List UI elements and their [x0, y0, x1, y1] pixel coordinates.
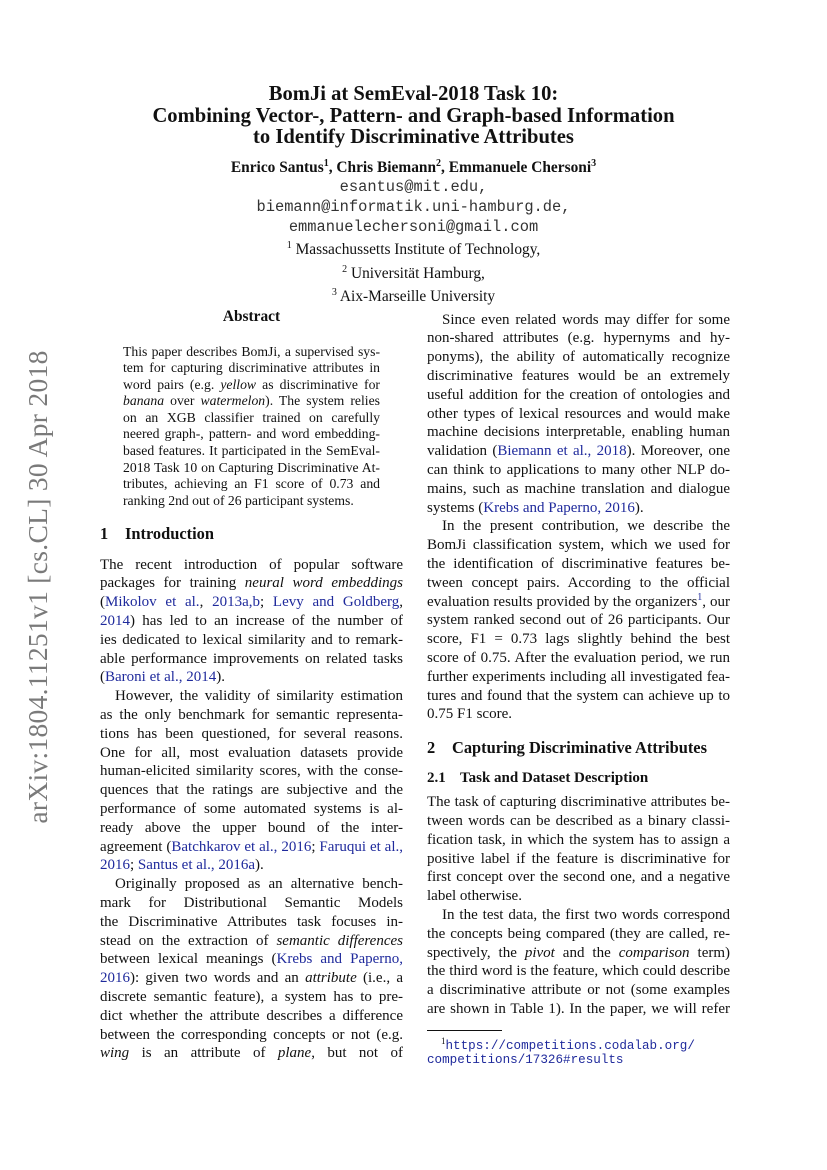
text-run: (: [100, 594, 105, 611]
citation-link[interactable]: Krebs and Paperno, 2016: [483, 499, 635, 516]
emphasis-text: wing: [100, 1045, 130, 1062]
text-run: mark for Distributional Semantic Models: [100, 894, 403, 911]
text-line: [123, 443, 380, 460]
author-affiliation-mark: 3: [591, 158, 597, 169]
footnote-rule: [427, 1030, 502, 1031]
text-line: [100, 1026, 403, 1045]
text-line: [427, 944, 730, 963]
section-title: Introduction: [125, 524, 214, 543]
text-run: ;: [130, 857, 138, 874]
text-run: non-shared attributes (e.g. hypernyms and hy-: [427, 330, 730, 347]
math-expression: 0.75: [427, 706, 454, 723]
text-run: . After the evaluation period, we run: [506, 649, 730, 666]
title-line: BomJi at SemEval-2018 Task 10:: [268, 83, 559, 105]
footnote-url[interactable]: https://competitions.codalab.org/: [445, 1039, 695, 1054]
text-line: [427, 311, 730, 330]
text-run: can think to applications to many other NLP do-: [427, 461, 730, 478]
text-run: tributes, achieving an F1 score of: [123, 476, 330, 492]
text-run: first concept over the second one, and a negative: [427, 869, 730, 886]
text-line: [100, 819, 403, 838]
text-run: However, the validity of similarity estimation: [115, 688, 403, 705]
text-line: [427, 687, 730, 706]
text-run: 2018 Task 10 on Capturing Discriminative At-: [123, 459, 380, 475]
text-run: fication task, in which the system has to assign a: [427, 831, 730, 848]
citation-link[interactable]: 2016: [100, 857, 130, 874]
text-run: system ranked second out of 26 participants. Our: [427, 612, 730, 629]
text-line: [427, 536, 730, 555]
text-run: The recent introduction of popular software: [100, 556, 403, 573]
emphasis-text: attribute: [305, 970, 357, 987]
text-line: [100, 687, 403, 706]
text-line: [427, 630, 730, 649]
text-run: able performance improvements on related tasks: [100, 650, 403, 667]
text-run: positive label if the feature is discriminative for: [427, 850, 730, 867]
text-line: [427, 517, 730, 536]
text-line: [100, 932, 403, 951]
citation-link[interactable]: Batchkarov et al., 2016: [171, 838, 312, 855]
citation-link[interactable]: Santus et al., 2016a: [137, 857, 255, 874]
text-run: other types of lexical resources and would make: [427, 405, 730, 422]
citation-link[interactable]: Baroni et al., 2014: [105, 669, 217, 686]
left-column-body: [100, 556, 403, 1064]
affiliation-mark: 1: [286, 240, 292, 251]
text-run: ;: [311, 838, 320, 855]
text-run: neered graph-, pattern- and word embedding-: [123, 426, 380, 442]
section-heading-capturing: [427, 738, 707, 758]
text-run: is an attribute of: [129, 1045, 278, 1062]
citation-link[interactable]: 2016: [100, 970, 130, 987]
title-line: to Identify Discriminative Attributes: [253, 126, 574, 148]
text-line: [427, 480, 730, 499]
paper-title: [0, 84, 827, 149]
text-line: [427, 668, 730, 687]
citation-link[interactable]: 2013a,b: [212, 594, 260, 611]
citation-link[interactable]: Biemann et al., 2018: [497, 443, 627, 460]
text-line: [123, 476, 380, 493]
section-number: 1: [100, 524, 109, 543]
section-heading-introduction: [100, 524, 214, 544]
text-line: [100, 1044, 403, 1063]
affiliation-mark: 3: [331, 287, 337, 299]
text-run: tween concept pairs. According to the official: [427, 574, 730, 591]
text-line: [427, 887, 730, 906]
text-line: [123, 393, 380, 410]
text-line: [100, 762, 403, 781]
emphasis-text: yellow: [220, 376, 257, 392]
text-line: [100, 1007, 403, 1026]
math-expression: F1 = 0.73: [470, 631, 538, 648]
text-run: ,: [399, 594, 403, 611]
text-run: as discriminative for: [256, 376, 380, 392]
text-run: validation (: [427, 443, 498, 460]
text-line: [100, 668, 403, 687]
text-run: evaluation results provided by the organizers: [427, 593, 698, 610]
text-run: ,: [199, 594, 213, 611]
text-run: the concepts being compared (they are called, re-: [427, 925, 730, 942]
text-run: ) has led to an increase of the number of: [130, 612, 403, 629]
text-run: human-elicited similarity scores, with the conse-: [100, 763, 403, 780]
text-line: [123, 460, 380, 477]
text-line: [100, 913, 403, 932]
title-line: Combining Vector-, Pattern- and Graph-based Information: [152, 104, 675, 127]
author-emails: [0, 177, 827, 237]
text-line: [100, 631, 403, 650]
text-line: [427, 831, 730, 850]
text-run: , our: [702, 593, 730, 610]
citation-link[interactable]: 2014: [100, 612, 130, 629]
text-run: In the test data, the first two words correspond: [442, 906, 730, 923]
affiliation-name: Massachussetts Institute of Technology,: [295, 241, 541, 259]
text-line: [123, 344, 380, 361]
text-run: on an XGB classifier trained on carefully: [123, 409, 380, 425]
text-run: Originally proposed as an alternative bench-: [115, 876, 403, 893]
text-line: [427, 555, 730, 574]
text-run: ).: [255, 857, 264, 874]
emphasis-text: comparison: [618, 944, 690, 961]
text-run: ). The system relies: [265, 393, 380, 409]
text-line: [427, 705, 730, 724]
text-run: between lexical meanings (: [100, 951, 277, 968]
text-line: [100, 969, 403, 988]
text-run: (i.e., a: [356, 970, 403, 987]
text-line: [427, 574, 730, 593]
text-line: [427, 348, 730, 367]
text-line: [427, 442, 730, 461]
text-run: word pairs (e.g.: [123, 376, 221, 392]
text-line: [427, 593, 730, 612]
text-run: dict whether the attribute describes a difference: [100, 1007, 403, 1024]
text-run: and the: [554, 944, 619, 961]
affiliation: [0, 236, 827, 260]
text-run: tween words can be described as a binary classi-: [427, 812, 730, 829]
text-line: [100, 781, 403, 800]
text-run: over: [164, 393, 201, 409]
text-line: [100, 706, 403, 725]
text-run: ). Moreover, one: [626, 443, 730, 460]
text-line: [100, 875, 403, 894]
text-run: the Discriminative Attributes task focuses in-: [100, 913, 403, 930]
author-name: Emmanuele Chersoni: [448, 159, 592, 177]
text-run: ready above the upper bound of the inter-: [100, 819, 403, 836]
section-number: 2: [427, 738, 436, 757]
text-line: [123, 426, 380, 443]
text-line: [100, 612, 403, 631]
subsection-heading-task: [427, 770, 648, 787]
text-run: based features. It participated in the SemEval-: [123, 443, 380, 459]
author-list: [0, 158, 827, 177]
text-run: The task of capturing discriminative attributes be-: [427, 794, 730, 811]
text-line: [427, 499, 730, 518]
abstract-heading: Abstract: [222, 308, 281, 325]
text-run: (: [100, 669, 105, 686]
text-run: the third word is the feature, which could describe: [427, 963, 730, 980]
email[interactable]: biemann@informatik.uni-hamburg.de,: [256, 198, 571, 216]
text-line: [427, 793, 730, 812]
emphasis-text: banana: [123, 393, 165, 409]
author-separator: ,: [328, 159, 337, 177]
text-line: [427, 906, 730, 925]
text-line: [427, 981, 730, 1000]
text-run: lags slightly behind the best: [537, 631, 730, 648]
text-run: machine decisions interpretable, enabling human: [427, 424, 730, 441]
text-line: [427, 423, 730, 442]
text-run: One for all, most evaluation datasets provide: [100, 744, 403, 761]
text-run: quences that the ratings are subjective and the: [100, 782, 403, 799]
text-run: term): [697, 944, 730, 961]
text-run: the identification of discriminative features be-: [427, 555, 730, 572]
footnote-url[interactable]: competitions/17326#results: [427, 1053, 624, 1068]
text-run: discriminative features would be an extremely: [427, 367, 730, 384]
affiliation-mark: 2: [342, 263, 348, 275]
text-run: ies dedicated to lexical similarity and to remark-: [100, 631, 403, 648]
text-run: spectively, the: [427, 944, 525, 961]
text-run: as the only benchmark for semantic representa-: [100, 706, 403, 723]
text-line: [100, 650, 403, 669]
text-line: [427, 611, 730, 630]
text-line: [427, 925, 730, 944]
text-run: useful addition for the creation of ontologies and: [427, 386, 730, 403]
text-line: [427, 461, 730, 480]
email[interactable]: esantus@mit.edu,: [339, 178, 488, 196]
text-line: [427, 1000, 730, 1019]
text-run: BomJi classification system, which we used for: [427, 537, 730, 554]
text-run: In the present contribution, we describe the: [442, 518, 730, 535]
text-run: between the corresponding concepts or not (e.g.: [100, 1026, 403, 1043]
section-title: Capturing Discriminative Attributes: [452, 738, 707, 757]
text-line: [100, 744, 403, 763]
text-line: [427, 329, 730, 348]
affiliation-name: Aix-Marseille University: [339, 288, 496, 306]
text-run: Since even related words may differ for some: [442, 311, 730, 328]
text-run: ;: [259, 594, 273, 611]
text-run: , but not of: [311, 1045, 403, 1062]
text-run: tions has been questioned, for several reasons.: [100, 725, 403, 742]
citation-link[interactable]: Mikolov et al.: [105, 594, 200, 611]
author-affiliation-mark: 1: [323, 158, 329, 169]
affiliation: [0, 283, 827, 307]
text-line: [123, 377, 380, 394]
text-run: This paper describes BomJi, a supervised sys-: [123, 343, 380, 359]
text-line: [100, 574, 403, 593]
author-affiliation-mark: 2: [436, 158, 442, 169]
text-line: [123, 410, 380, 427]
math-expression: 0.75: [480, 649, 507, 666]
text-line: [427, 367, 730, 386]
text-run: label otherwise.: [427, 888, 522, 905]
author-name: Chris Biemann: [336, 159, 437, 177]
text-run: performance of some automated systems is al-: [100, 800, 403, 817]
text-line: [427, 649, 730, 668]
citation-link[interactable]: Krebs and Paperno,: [276, 951, 403, 968]
text-line: [100, 838, 403, 857]
emphasis-text: semantic differences: [276, 932, 403, 949]
text-line: [427, 812, 730, 831]
footnote-mark: 1: [441, 1036, 446, 1046]
text-run: score,: [427, 631, 471, 648]
text-run: ): given two words and an: [130, 970, 306, 987]
footnote-reference-link[interactable]: 1: [697, 592, 703, 603]
author-separator: ,: [441, 159, 449, 177]
text-line: [427, 868, 730, 887]
text-line: [427, 850, 730, 869]
text-run: F1 score.: [453, 706, 512, 723]
affiliation: [0, 260, 827, 284]
text-run: ranking 2nd out of 26 participant systems.: [123, 492, 354, 508]
text-line: [427, 962, 730, 981]
text-line: [100, 894, 403, 913]
text-run: ).: [216, 669, 225, 686]
text-run: a discriminative attribute or not (some examples: [427, 982, 730, 999]
text-line: [427, 386, 730, 405]
abstract-body: [123, 344, 380, 510]
text-line: [100, 556, 403, 575]
text-run: are shown in Table 1). In the paper, we will refer: [427, 1000, 730, 1017]
text-line: [123, 360, 380, 377]
citation-link[interactable]: Faruqui et al.,: [319, 838, 403, 855]
text-run: and: [353, 476, 380, 492]
affiliation-name: Universität Hamburg,: [350, 264, 485, 282]
emphasis-text: plane: [277, 1045, 312, 1062]
emphasis-text: neural word embeddings: [244, 575, 403, 592]
emphasis-text: watermelon: [200, 393, 266, 409]
footnote: [427, 1034, 695, 1067]
citation-link[interactable]: Levy and Goldberg: [272, 594, 400, 611]
email[interactable]: emmanuelechersoni@gmail.com: [288, 218, 539, 236]
text-line: [100, 725, 403, 744]
text-line: [100, 988, 403, 1007]
text-line: [100, 593, 403, 612]
text-run: tures and found that the system can achieve up to: [427, 687, 730, 704]
right-column-body-top: [427, 311, 730, 725]
right-column-body-bottom: [427, 793, 730, 1019]
text-run: agreement (: [100, 838, 172, 855]
text-run: mains, such as machine translation and dialogue: [427, 480, 730, 497]
text-run: score of: [427, 649, 481, 666]
text-line: [100, 800, 403, 819]
text-run: further experiments including all investigated fea-: [427, 668, 730, 685]
text-line: [100, 856, 403, 875]
arxiv-identifier-stamp: arXiv:1804.11251v1 [cs.CL] 30 Apr 2018: [22, 350, 53, 824]
text-line: [123, 493, 380, 510]
text-line: [427, 405, 730, 424]
text-run: discrete semantic feature), a system has to pre-: [100, 988, 403, 1005]
text-run: ponyms), the ability of automatically recognize: [427, 349, 730, 366]
emphasis-text: pivot: [524, 944, 555, 961]
affiliations: [0, 236, 827, 307]
text-line: [100, 950, 403, 969]
math-expression: 0.73: [329, 476, 354, 492]
text-run: systems (: [427, 499, 484, 516]
text-run: stead on the extraction of: [100, 932, 277, 949]
text-run: packages for training: [100, 575, 245, 592]
text-run: ).: [634, 499, 644, 516]
subsection-title: Task and Dataset Description: [460, 769, 649, 786]
subsection-number: 2.1: [427, 769, 446, 786]
author-name: Enrico Santus: [230, 159, 324, 177]
text-run: tem for capturing discriminative attributes in: [123, 360, 380, 376]
